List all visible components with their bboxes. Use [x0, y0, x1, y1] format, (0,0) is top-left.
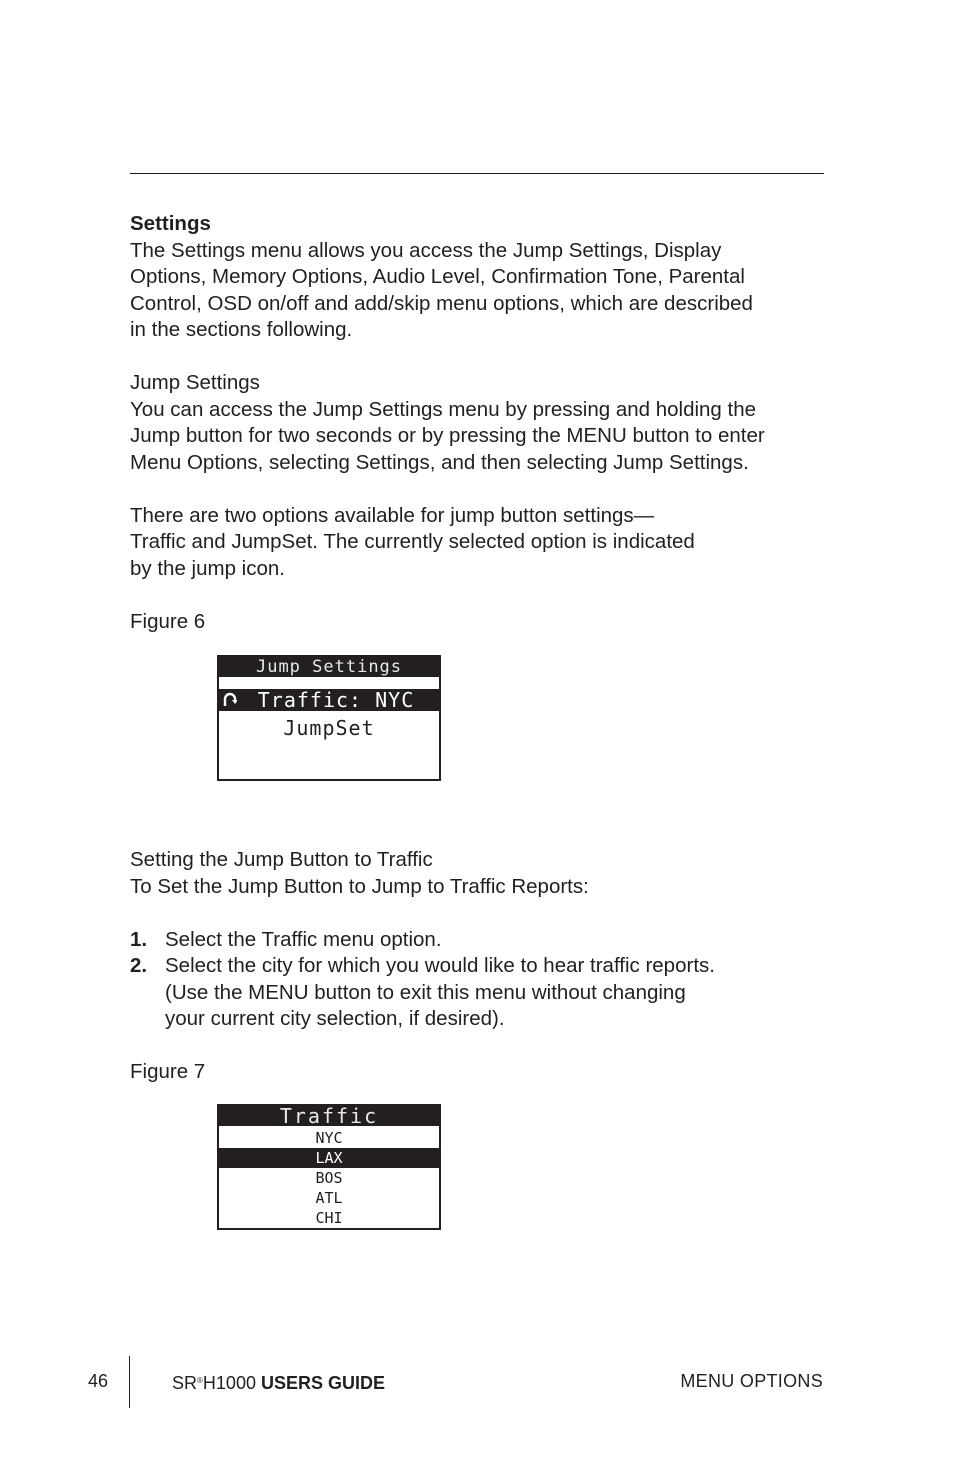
- lcd-option: JumpSet: [283, 716, 375, 740]
- figure7-lcd-screen: [217, 1104, 441, 1230]
- jump-settings-heading: Jump Settings: [130, 371, 260, 394]
- step-text: Select the Traffic menu option.: [165, 927, 442, 951]
- settings-heading: Settings: [130, 212, 211, 235]
- lcd-city-item: ATL: [315, 1189, 343, 1207]
- jump-para2-line: Traffic and JumpSet. The currently selected option is indicated: [130, 530, 695, 553]
- top-rule: [130, 173, 824, 174]
- lcd-city-item: BOS: [315, 1169, 343, 1187]
- jump-para-line: You can access the Jump Settings menu by pressing and holding the: [130, 397, 757, 421]
- figure6-caption: Figure 6: [130, 609, 206, 633]
- registered-mark: ®: [197, 1376, 203, 1385]
- lcd-title: Jump Settings: [219, 657, 439, 677]
- lcd-selected-option: [219, 689, 439, 711]
- section-name: MENU OPTIONS: [680, 1371, 823, 1391]
- guide-title: [172, 1370, 385, 1394]
- jump-para-line: Jump button for two seconds or by pressing the MENU button to enter: [130, 424, 765, 447]
- model-name: H1000: [202, 1373, 256, 1393]
- jump-para-line: Menu Options, selecting Settings, and then selecting Jump Settings.: [130, 450, 749, 474]
- step-text: Select the city for which you would like to hear traffic reports.: [165, 954, 715, 977]
- jump-para2-line: by the jump icon.: [130, 556, 285, 580]
- traffic-intro: To Set the Jump Button to Jump to Traffic Reports:: [130, 874, 589, 898]
- figure6-lcd-screen: [217, 655, 441, 781]
- guide-label: USERS GUIDE: [260, 1373, 386, 1393]
- footer-divider: [129, 1356, 130, 1408]
- model-prefix: SR: [172, 1373, 198, 1393]
- lcd-city-item: CHI: [315, 1209, 343, 1227]
- lcd-selected-label: Traffic: NYC: [257, 688, 415, 712]
- jump-icon: [223, 692, 237, 708]
- figure7-caption: Figure 7: [130, 1060, 206, 1083]
- settings-para-line: Options, Memory Options, Audio Level, Confirmation Tone, Parental: [130, 265, 745, 288]
- settings-para-line: in the sections following.: [130, 318, 353, 341]
- settings-para-line: Control, OSD on/off and add/skip menu options, which are described: [130, 291, 753, 315]
- settings-para-line: The Settings menu allows you access the Jump Settings, Display: [130, 238, 722, 262]
- step-text: (Use the MENU button to exit this menu without changing: [165, 980, 686, 1004]
- jump-para2-line: There are two options available for jump button settings—: [130, 503, 655, 527]
- lcd-city-item-selected: LAX: [219, 1148, 439, 1168]
- lcd-city-item: NYC: [315, 1129, 343, 1147]
- traffic-heading: Setting the Jump Button to Traffic: [130, 848, 433, 871]
- step-number: 1.: [130, 927, 148, 951]
- step-number: 2.: [130, 954, 148, 977]
- lcd-title: Traffic: [219, 1106, 439, 1126]
- page-number: 46: [88, 1371, 109, 1391]
- step-text: your current city selection, if desired).: [165, 1007, 505, 1030]
